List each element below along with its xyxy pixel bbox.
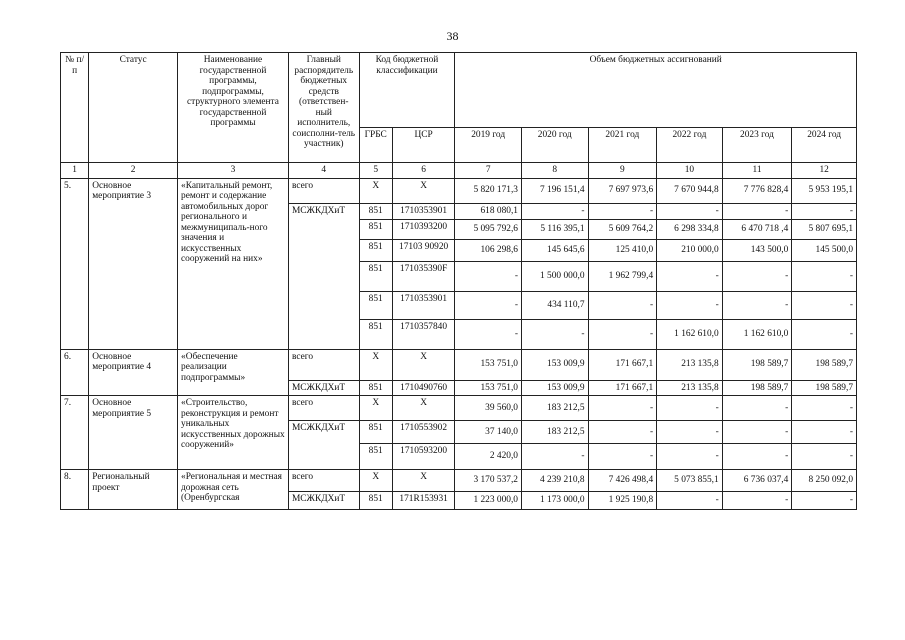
- column-number: 8: [521, 163, 588, 179]
- row-value: 145 500,0: [792, 239, 857, 261]
- row-value: -: [722, 421, 792, 444]
- row-grbs: 851: [359, 492, 392, 510]
- row-name: «Строительство, реконструкция и ремонт уникальных искусственных дорожных сооружений»: [178, 396, 289, 470]
- row-value: 5 953 195,1: [792, 178, 857, 203]
- column-number: 11: [722, 163, 792, 179]
- row-csr: X: [392, 396, 455, 421]
- row-grbs: 851: [359, 291, 392, 319]
- page-number: 38: [446, 29, 459, 43]
- row-value: 37 140,0: [455, 421, 522, 444]
- row-grbs: 851: [359, 421, 392, 444]
- row-value: -: [455, 291, 522, 319]
- header-year: 2021 год: [588, 128, 657, 163]
- header-csr: ЦСР: [392, 128, 455, 163]
- table-row: [61, 349, 857, 380]
- row-admin: всего: [288, 470, 359, 492]
- row-value: 153 751,0: [455, 349, 522, 380]
- row-csr: 1710393200: [392, 219, 455, 239]
- row-csr: 1710353901: [392, 291, 455, 319]
- row-value: 7 697 973,6: [588, 178, 657, 203]
- row-value: 1 223 000,0: [455, 492, 522, 510]
- row-value: -: [792, 492, 857, 510]
- row-value: 125 410,0: [588, 239, 657, 261]
- row-value: 145 645,6: [521, 239, 588, 261]
- column-number: 3: [178, 163, 289, 179]
- row-value: 2 420,0: [455, 444, 522, 470]
- row-csr: 17103 90920: [392, 239, 455, 261]
- header-admin: Главный распорядитель бюджетных средств (ответствен-ный исполнитель, соисполни-тель участник): [288, 53, 359, 163]
- row-value: 1 500 000,0: [521, 261, 588, 291]
- row-value: -: [455, 319, 522, 349]
- row-value: 7 196 151,4: [521, 178, 588, 203]
- row-value: 618 080,1: [455, 203, 522, 219]
- row-value: 5 116 395,1: [521, 219, 588, 239]
- row-value: 183 212,5: [521, 421, 588, 444]
- row-csr: X: [392, 178, 455, 203]
- row-value: 39 560,0: [455, 396, 522, 421]
- row-csr: 1710357840: [392, 319, 455, 349]
- column-number: 7: [455, 163, 522, 179]
- row-csr: X: [392, 349, 455, 380]
- row-grbs: X: [359, 470, 392, 492]
- row-value: 7 426 498,4: [588, 470, 657, 492]
- row-value: 1 162 610,0: [722, 319, 792, 349]
- row-value: -: [722, 203, 792, 219]
- row-value: 1 173 000,0: [521, 492, 588, 510]
- row-csr: 171R153931: [392, 492, 455, 510]
- column-number: 6: [392, 163, 455, 179]
- row-value: -: [722, 396, 792, 421]
- row-status: Основное мероприятие 4: [89, 349, 178, 396]
- row-number: 5.: [61, 178, 89, 349]
- budget-allocation-table: [60, 52, 857, 510]
- table-row: [61, 178, 857, 203]
- row-grbs: 851: [359, 203, 392, 219]
- row-value: -: [455, 261, 522, 291]
- row-value: -: [657, 291, 723, 319]
- row-csr: 1710353901: [392, 203, 455, 219]
- row-admin: МСЖКДХиТ: [288, 492, 359, 510]
- row-value: -: [657, 203, 723, 219]
- row-value: -: [657, 444, 723, 470]
- row-admin: МСЖКДХиТ: [288, 203, 359, 349]
- row-value: 198 589,7: [792, 380, 857, 396]
- row-value: 198 589,7: [722, 380, 792, 396]
- row-value: -: [657, 492, 723, 510]
- row-status: Основное мероприятие 5: [89, 396, 178, 470]
- row-value: -: [722, 291, 792, 319]
- row-value: 434 110,7: [521, 291, 588, 319]
- header-year: 2023 год: [722, 128, 792, 163]
- row-name: «Капитальный ремонт, ремонт и содержание автомобильных дорог регионального и межмуниципаль-ного значения и искусственных сооружений на них»: [178, 178, 289, 349]
- row-value: -: [792, 444, 857, 470]
- row-grbs: 851: [359, 380, 392, 396]
- row-value: -: [521, 203, 588, 219]
- header-status: Статус: [89, 53, 178, 163]
- row-number: 8.: [61, 470, 89, 510]
- row-value: 153 009,9: [521, 380, 588, 396]
- row-value: 6 470 718 ,4: [722, 219, 792, 239]
- row-value: -: [722, 492, 792, 510]
- header-code: Код бюджетной классификации: [359, 53, 455, 128]
- row-value: 213 135,8: [657, 349, 723, 380]
- row-value: -: [588, 291, 657, 319]
- row-status: Основное мероприятие 3: [89, 178, 178, 349]
- row-value: 153 009,9: [521, 349, 588, 380]
- column-number: 1: [61, 163, 89, 179]
- row-admin: всего: [288, 349, 359, 380]
- row-admin: МСЖКДХиТ: [288, 421, 359, 470]
- row-value: -: [792, 291, 857, 319]
- row-value: 143 500,0: [722, 239, 792, 261]
- column-number: 12: [792, 163, 857, 179]
- row-value: 5 095 792,6: [455, 219, 522, 239]
- row-grbs: X: [359, 349, 392, 380]
- row-value: 5 073 855,1: [657, 470, 723, 492]
- row-value: 3 170 537,2: [455, 470, 522, 492]
- column-number: 9: [588, 163, 657, 179]
- header-year: 2024 год: [792, 128, 857, 163]
- header-volume: Объем бюджетных ассигнований: [455, 53, 857, 128]
- row-value: 106 298,6: [455, 239, 522, 261]
- row-grbs: X: [359, 396, 392, 421]
- row-status: Региональный проект: [89, 470, 178, 510]
- row-value: 171 667,1: [588, 349, 657, 380]
- row-value: 183 212,5: [521, 396, 588, 421]
- row-value: -: [657, 396, 723, 421]
- column-number: 10: [657, 163, 723, 179]
- row-value: -: [722, 444, 792, 470]
- row-value: 1 162 610,0: [657, 319, 723, 349]
- row-csr: 1710593200: [392, 444, 455, 470]
- row-value: -: [521, 444, 588, 470]
- header-name: Наименование государственной программы, подпрограммы, структурного элемента государственной программы: [178, 53, 289, 163]
- header-year: 2020 год: [521, 128, 588, 163]
- row-number: 7.: [61, 396, 89, 470]
- header-year: 2019 год: [455, 128, 522, 163]
- table-row: [61, 470, 857, 492]
- row-csr: X: [392, 470, 455, 492]
- column-number: 4: [288, 163, 359, 179]
- row-value: 1 962 799,4: [588, 261, 657, 291]
- column-number-row: [61, 163, 857, 179]
- row-admin: всего: [288, 396, 359, 421]
- row-number: 6.: [61, 349, 89, 396]
- row-value: -: [657, 421, 723, 444]
- row-value: 198 589,7: [722, 349, 792, 380]
- row-grbs: 851: [359, 239, 392, 261]
- row-value: 171 667,1: [588, 380, 657, 396]
- row-value: -: [588, 203, 657, 219]
- row-grbs: 851: [359, 319, 392, 349]
- row-value: 6 736 037,4: [722, 470, 792, 492]
- row-admin: МСЖКДХиТ: [288, 380, 359, 396]
- row-grbs: 851: [359, 444, 392, 470]
- row-admin: всего: [288, 178, 359, 203]
- row-value: -: [792, 319, 857, 349]
- row-value: 4 239 210,8: [521, 470, 588, 492]
- row-value: -: [588, 444, 657, 470]
- row-value: 6 298 334,8: [657, 219, 723, 239]
- row-csr: 1710490760: [392, 380, 455, 396]
- row-value: 5 609 764,2: [588, 219, 657, 239]
- row-value: 5 807 695,1: [792, 219, 857, 239]
- row-value: -: [521, 319, 588, 349]
- column-number: 2: [89, 163, 178, 179]
- table-row: [61, 396, 857, 421]
- row-value: 213 135,8: [657, 380, 723, 396]
- row-value: -: [792, 396, 857, 421]
- row-grbs: 851: [359, 219, 392, 239]
- row-value: -: [792, 261, 857, 291]
- row-name: «Региональная и местная дорожная сеть (Оренбургская: [178, 470, 289, 510]
- row-value: 153 751,0: [455, 380, 522, 396]
- header-year: 2022 год: [657, 128, 723, 163]
- row-value: 1 925 190,8: [588, 492, 657, 510]
- row-value: -: [792, 203, 857, 219]
- row-value: -: [792, 421, 857, 444]
- row-value: 210 000,0: [657, 239, 723, 261]
- row-value: 8 250 092,0: [792, 470, 857, 492]
- row-value: 7 670 944,8: [657, 178, 723, 203]
- row-value: 5 820 171,3: [455, 178, 522, 203]
- row-csr: 171035390F: [392, 261, 455, 291]
- row-value: -: [588, 421, 657, 444]
- row-value: 198 589,7: [792, 349, 857, 380]
- row-name: «Обеспечение реализации подпрограммы»: [178, 349, 289, 396]
- row-grbs: X: [359, 178, 392, 203]
- row-value: -: [722, 261, 792, 291]
- column-number: 5: [359, 163, 392, 179]
- row-value: -: [588, 319, 657, 349]
- row-value: -: [657, 261, 723, 291]
- row-csr: 1710553902: [392, 421, 455, 444]
- header-num: № п/п: [61, 53, 89, 163]
- header-grbs: ГРБС: [359, 128, 392, 163]
- row-value: 7 776 828,4: [722, 178, 792, 203]
- row-grbs: 851: [359, 261, 392, 291]
- row-value: -: [588, 396, 657, 421]
